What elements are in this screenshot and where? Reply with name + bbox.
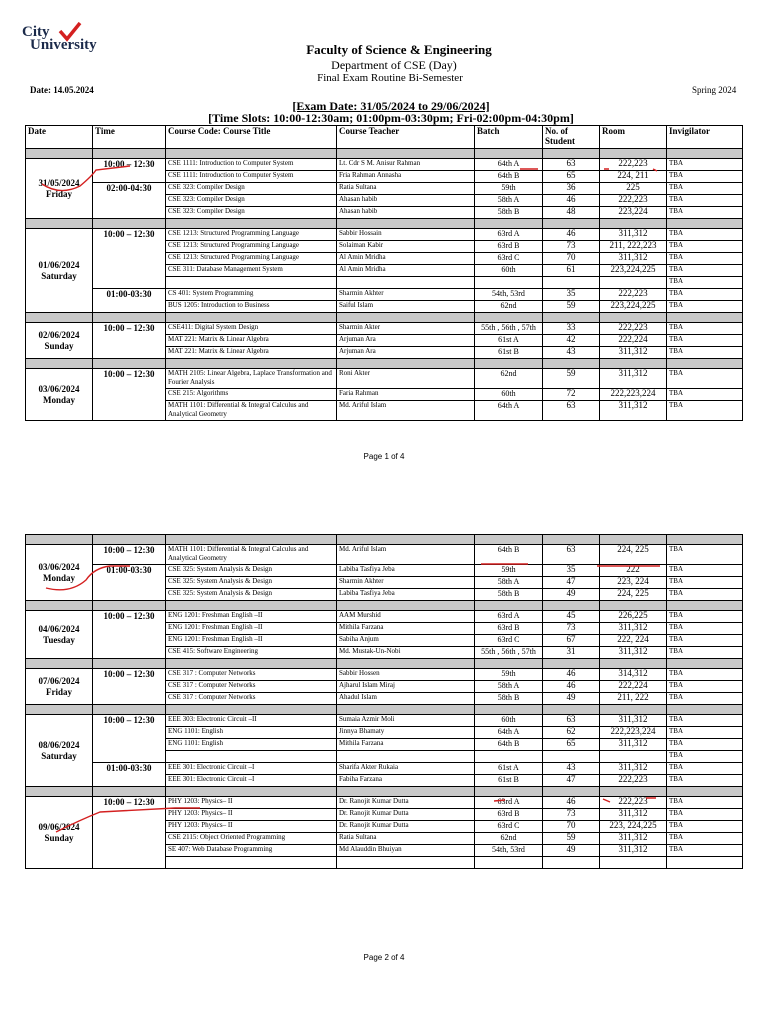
invigilator-cell: TBA bbox=[667, 565, 743, 577]
batch-cell: 60th bbox=[475, 265, 543, 277]
room-cell: 223,224,225 bbox=[600, 265, 667, 277]
batch-cell: 63rd C bbox=[475, 821, 543, 833]
time-cell: 10:00 – 12:30 bbox=[93, 159, 166, 183]
time-cell: 10:00 – 12:30 bbox=[93, 369, 166, 421]
date-text: 03/06/2024 bbox=[38, 383, 80, 394]
room-cell: 223,224,225 bbox=[600, 301, 667, 313]
room-cell: 311,312 bbox=[600, 845, 667, 857]
students-cell: 59 bbox=[543, 301, 600, 313]
batch-cell: 58th A bbox=[475, 195, 543, 207]
teacher-cell: Dr. Ranojit Kumar Dutta bbox=[337, 821, 475, 833]
teacher-cell: Labiba Tasfiya Jeba bbox=[337, 565, 475, 577]
teacher-cell: Sharmin Akter bbox=[337, 323, 475, 335]
batch-cell: 63rd B bbox=[475, 241, 543, 253]
date-text: 07/06/2024 bbox=[38, 675, 80, 686]
course-cell: CSE 323: Compiler Design bbox=[166, 207, 337, 219]
annotation-curve-1 bbox=[42, 166, 130, 191]
teacher-cell: Mithila Farzana bbox=[337, 623, 475, 635]
batch-cell: 61st A bbox=[475, 763, 543, 775]
room-cell: 222,223 bbox=[600, 323, 667, 335]
batch-cell: 55th , 56th , 57th bbox=[475, 647, 543, 659]
batch-cell: 64th B bbox=[475, 171, 543, 183]
students-cell: 46 bbox=[543, 669, 600, 681]
batch-cell: 54th, 53rd bbox=[475, 289, 543, 301]
column-header: Batch bbox=[475, 126, 543, 149]
room-cell: 226,225 bbox=[600, 611, 667, 623]
day-text: Sunday bbox=[44, 832, 74, 843]
batch-cell: 55th , 56th , 57th bbox=[475, 323, 543, 335]
teacher-cell: Faria Rahman bbox=[337, 389, 475, 401]
faculty-title: Faculty of Science & Engineering bbox=[306, 42, 492, 57]
day-text: Saturday bbox=[41, 270, 77, 281]
teacher-cell: Al Amin Mridha bbox=[337, 265, 475, 277]
teacher-cell: Ahasan habib bbox=[337, 207, 475, 219]
batch-cell: 63rd C bbox=[475, 253, 543, 265]
teacher-cell: Dr. Ranojit Kumar Dutta bbox=[337, 809, 475, 821]
room-cell: 222, 224 bbox=[600, 635, 667, 647]
day-text: Monday bbox=[42, 572, 75, 583]
invigilator-cell: TBA bbox=[667, 347, 743, 359]
date-text: 08/06/2024 bbox=[38, 739, 80, 750]
room-cell: 225 bbox=[600, 183, 667, 195]
course-cell: CSE 311: Database Management System bbox=[166, 265, 337, 277]
column-header: No. of Student bbox=[543, 126, 600, 149]
students-cell: 70 bbox=[543, 821, 600, 833]
column-header: Room bbox=[600, 126, 667, 149]
invigilator-cell: TBA bbox=[667, 277, 743, 289]
logo-line2: University bbox=[30, 37, 97, 53]
students-cell: 73 bbox=[543, 241, 600, 253]
logo-line1: City bbox=[22, 24, 50, 40]
room-cell: 311,312 bbox=[600, 369, 667, 389]
invigilator-cell: TBA bbox=[667, 821, 743, 833]
date-text: 01/06/2024 bbox=[38, 259, 80, 270]
invigilator-cell: TBA bbox=[667, 693, 743, 705]
course-cell: ENG 1201: Freshman English –II bbox=[166, 635, 337, 647]
students-cell: 62 bbox=[543, 727, 600, 739]
page-label-2: Page 2 of 4 bbox=[363, 953, 405, 962]
students-cell: 46 bbox=[543, 681, 600, 693]
course-cell: CSE411: Digital System Design bbox=[166, 323, 337, 335]
room-cell: 222,223 bbox=[600, 289, 667, 301]
day-text: Saturday bbox=[41, 750, 77, 761]
day-text: Friday bbox=[46, 188, 72, 199]
batch-cell: 62nd bbox=[475, 369, 543, 389]
students-cell: 65 bbox=[543, 739, 600, 751]
room-cell: 222,223,224 bbox=[600, 727, 667, 739]
batch-cell: 58th A bbox=[475, 681, 543, 693]
time-cell: 10:00 – 12:30 bbox=[93, 797, 166, 869]
teacher-cell: Arjuman Ara bbox=[337, 335, 475, 347]
invigilator-cell: TBA bbox=[667, 545, 743, 565]
date-text: 04/06/2024 bbox=[38, 623, 80, 634]
teacher-cell: Dr. Ranojit Kumar Dutta bbox=[337, 797, 475, 809]
teacher-cell: Sabbir Hossen bbox=[337, 669, 475, 681]
invigilator-cell: TBA bbox=[667, 833, 743, 845]
room-cell: 314,312 bbox=[600, 669, 667, 681]
room-cell: 311,312 bbox=[600, 739, 667, 751]
course-cell: MAT 221: Matrix & Linear Algebra bbox=[166, 335, 337, 347]
invigilator-cell: TBA bbox=[667, 183, 743, 195]
invigilator-cell: TBA bbox=[667, 797, 743, 809]
issue-date: Date: 14.05.2024 bbox=[30, 85, 94, 95]
room-cell: 211, 222,223 bbox=[600, 241, 667, 253]
teacher-cell: Solaiman Kabir bbox=[337, 241, 475, 253]
page-label-1: Page 1 of 4 bbox=[363, 452, 405, 461]
teacher-cell: Md. Ariful Islam bbox=[337, 401, 475, 421]
annotation-curve-3 bbox=[56, 808, 200, 832]
teacher-cell: Ratia Sultana bbox=[337, 183, 475, 195]
students-cell: 59 bbox=[543, 369, 600, 389]
annotation-dash-2 bbox=[604, 169, 657, 171]
exam-date-range: [Exam Date: 31/05/2024 to 29/06/2024] bbox=[292, 99, 490, 113]
students-cell: 73 bbox=[543, 809, 600, 821]
students-cell: 63 bbox=[543, 715, 600, 727]
teacher-cell: Saiful Islam bbox=[337, 301, 475, 313]
teacher-cell: Sharmin Akhter bbox=[337, 289, 475, 301]
students-cell: 72 bbox=[543, 389, 600, 401]
invigilator-cell: TBA bbox=[667, 265, 743, 277]
students-cell: 49 bbox=[543, 589, 600, 601]
day-text: Friday bbox=[46, 686, 72, 697]
time-cell: 01:00-03:30 bbox=[93, 565, 166, 601]
day-text: Tuesday bbox=[43, 634, 75, 645]
invigilator-cell: TBA bbox=[667, 301, 743, 313]
students-cell: 48 bbox=[543, 207, 600, 219]
time-cell: 01:00-03:30 bbox=[93, 289, 166, 313]
invigilator-cell: TBA bbox=[667, 229, 743, 241]
room-cell: 222,223 bbox=[600, 775, 667, 787]
batch-cell: 58th B bbox=[475, 207, 543, 219]
invigilator-cell: TBA bbox=[667, 809, 743, 821]
teacher-cell: Sumaia Azmir Moli bbox=[337, 715, 475, 727]
department-title: Department of CSE (Day) bbox=[331, 58, 457, 72]
teacher-cell: Mithila Farzana bbox=[337, 739, 475, 751]
room-cell: 222,223 bbox=[600, 797, 667, 809]
invigilator-cell: TBA bbox=[667, 669, 743, 681]
teacher-cell: Md. Ariful Islam bbox=[337, 545, 475, 565]
room-cell: 224, 225 bbox=[600, 545, 667, 565]
batch-cell: 63rd A bbox=[475, 611, 543, 623]
course-cell: CSE 325: System Analysis & Design bbox=[166, 565, 337, 577]
room-cell: 222,224 bbox=[600, 335, 667, 347]
invigilator-cell: TBA bbox=[667, 647, 743, 659]
course-cell: ENG 1101: English bbox=[166, 739, 337, 751]
date-text: 31/05/2024 bbox=[38, 177, 80, 188]
course-cell: EEE 301: Electronic Circuit –I bbox=[166, 775, 337, 787]
invigilator-cell: TBA bbox=[667, 323, 743, 335]
course-cell: MATH 2105: Linear Algebra, Laplace Transformation and Fourier Analysis bbox=[166, 369, 337, 389]
course-cell: CSE 323: Compiler Design bbox=[166, 183, 337, 195]
students-cell: 73 bbox=[543, 623, 600, 635]
invigilator-cell: TBA bbox=[667, 623, 743, 635]
teacher-cell: Ahasan habib bbox=[337, 195, 475, 207]
room-cell: 222,223,224 bbox=[600, 389, 667, 401]
students-cell: 47 bbox=[543, 577, 600, 589]
annotation-dash-4 bbox=[603, 798, 656, 802]
course-cell: CSE 1213: Structured Programming Language bbox=[166, 229, 337, 241]
teacher-cell: Jinnya Bhamaty bbox=[337, 727, 475, 739]
column-header: Course Code: Course Title bbox=[166, 126, 337, 149]
invigilator-cell: TBA bbox=[667, 253, 743, 265]
time-cell: 10:00 – 12:30 bbox=[93, 229, 166, 289]
students-cell: 49 bbox=[543, 693, 600, 705]
time-cell: 10:00 – 12:30 bbox=[93, 611, 166, 659]
teacher-cell: Sabiha Anjum bbox=[337, 635, 475, 647]
batch-cell: 59th bbox=[475, 669, 543, 681]
students-cell: 46 bbox=[543, 229, 600, 241]
column-header: Date bbox=[26, 126, 93, 149]
course-cell: CSE 317 : Computer Networks bbox=[166, 693, 337, 705]
annotation-dash-3 bbox=[494, 800, 505, 801]
students-cell: 45 bbox=[543, 611, 600, 623]
room-cell: 222 bbox=[600, 565, 667, 577]
invigilator-cell: TBA bbox=[667, 681, 743, 693]
students-cell: 63 bbox=[543, 401, 600, 421]
invigilator-cell: TBA bbox=[667, 589, 743, 601]
course-cell: CSE 325: System Analysis & Design bbox=[166, 577, 337, 589]
date-text: 09/06/2024 bbox=[38, 821, 80, 832]
semester-label: Spring 2024 bbox=[692, 85, 737, 95]
batch-cell: 61st B bbox=[475, 347, 543, 359]
invigilator-cell: TBA bbox=[667, 845, 743, 857]
invigilator-cell: TBA bbox=[667, 401, 743, 421]
teacher-cell: Fabiha Farzana bbox=[337, 775, 475, 787]
course-cell: ENG 1201: Freshman English –II bbox=[166, 611, 337, 623]
batch-cell: 61st A bbox=[475, 335, 543, 347]
time-cell: 10:00 – 12:30 bbox=[93, 545, 166, 565]
invigilator-cell: TBA bbox=[667, 171, 743, 183]
day-text: Sunday bbox=[44, 340, 74, 351]
students-cell: 46 bbox=[543, 797, 600, 809]
batch-cell: 59th bbox=[475, 183, 543, 195]
batch-cell: 62nd bbox=[475, 833, 543, 845]
teacher-cell: Sabbir Hossain bbox=[337, 229, 475, 241]
room-cell: 223, 224 bbox=[600, 577, 667, 589]
batch-cell: 60th bbox=[475, 715, 543, 727]
room-cell: 222,223 bbox=[600, 159, 667, 171]
batch-cell: 58th A bbox=[475, 577, 543, 589]
course-cell: PHY 1203: Physics– II bbox=[166, 797, 337, 809]
batch-cell: 60th bbox=[475, 389, 543, 401]
students-cell: 59 bbox=[543, 833, 600, 845]
teacher-cell: Fria Rahman Annasha bbox=[337, 171, 475, 183]
course-cell: ENG 1201: Freshman English –II bbox=[166, 623, 337, 635]
students-cell: 65 bbox=[543, 171, 600, 183]
batch-cell: 63rd B bbox=[475, 623, 543, 635]
invigilator-cell: TBA bbox=[667, 739, 743, 751]
time-cell: 10:00 – 12:30 bbox=[93, 715, 166, 763]
batch-cell: 64th B bbox=[475, 739, 543, 751]
batch-cell: 64th A bbox=[475, 159, 543, 171]
course-cell: EEE 303: Electronic Circuit –II bbox=[166, 715, 337, 727]
students-cell: 46 bbox=[543, 195, 600, 207]
teacher-cell: Ahadul Islam bbox=[337, 693, 475, 705]
invigilator-cell: TBA bbox=[667, 635, 743, 647]
students-cell: 31 bbox=[543, 647, 600, 659]
date-text: 03/06/2024 bbox=[38, 561, 80, 572]
date-text: 02/06/2024 bbox=[38, 329, 80, 340]
time-cell: 02:00-04:30 bbox=[93, 183, 166, 219]
batch-cell: 58th B bbox=[475, 693, 543, 705]
course-cell: CSE 2115: Object Oriented Programming bbox=[166, 833, 337, 845]
course-cell: MATH 1101: Differential & Integral Calculus and Analytical Geometry bbox=[166, 545, 337, 565]
column-header: Invigilator bbox=[667, 126, 743, 149]
time-cell: 10:00 – 12:30 bbox=[93, 323, 166, 359]
course-cell: CSE 325: System Analysis & Design bbox=[166, 589, 337, 601]
room-cell: 311,312 bbox=[600, 763, 667, 775]
invigilator-cell: TBA bbox=[667, 775, 743, 787]
invigilator-cell: TBA bbox=[667, 195, 743, 207]
time-cell: 10:00 – 12:30 bbox=[93, 669, 166, 705]
course-cell: MAT 221: Matrix & Linear Algebra bbox=[166, 347, 337, 359]
batch-cell: 61st B bbox=[475, 775, 543, 787]
batch-cell: 59th bbox=[475, 565, 543, 577]
students-cell: 33 bbox=[543, 323, 600, 335]
teacher-cell: Ratia Sultana bbox=[337, 833, 475, 845]
invigilator-cell: TBA bbox=[667, 159, 743, 171]
course-cell: CSE 317 : Computer Networks bbox=[166, 669, 337, 681]
batch-cell: 63rd A bbox=[475, 797, 543, 809]
routine-title: Final Exam Routine Bi-Semester bbox=[317, 72, 463, 84]
course-cell: PHY 1203: Physics– II bbox=[166, 809, 337, 821]
room-cell: 311,312 bbox=[600, 347, 667, 359]
course-cell: CSE 1111: Introduction to Computer System bbox=[166, 171, 337, 183]
course-cell: CSE 415: Software Engineering bbox=[166, 647, 337, 659]
batch-cell: 63rd C bbox=[475, 635, 543, 647]
students-cell: 61 bbox=[543, 265, 600, 277]
teacher-cell: Sharmin Akhter bbox=[337, 577, 475, 589]
room-cell: 311,312 bbox=[600, 229, 667, 241]
teacher-cell: Ajharul Islam Miraj bbox=[337, 681, 475, 693]
batch-cell: 64th B bbox=[475, 545, 543, 565]
course-cell: CSE 215: Algorithms bbox=[166, 389, 337, 401]
students-cell: 49 bbox=[543, 845, 600, 857]
teacher-cell: Lt. Cdr S M. Anisur Rahman bbox=[337, 159, 475, 171]
students-cell: 35 bbox=[543, 289, 600, 301]
annotation-curve-2 bbox=[46, 566, 130, 590]
time-cell: 01:00-03:30 bbox=[93, 763, 166, 787]
invigilator-cell: TBA bbox=[667, 611, 743, 623]
students-cell: 63 bbox=[543, 159, 600, 171]
teacher-cell: AAM Murshid bbox=[337, 611, 475, 623]
room-cell: 224, 211 bbox=[600, 171, 667, 183]
students-cell: 70 bbox=[543, 253, 600, 265]
students-cell: 35 bbox=[543, 565, 600, 577]
students-cell: 43 bbox=[543, 347, 600, 359]
invigilator-cell: TBA bbox=[667, 715, 743, 727]
course-cell: MATH 1101: Differential & Integral Calculus and Analytical Geometry bbox=[166, 401, 337, 421]
course-cell: CSE 1213: Structured Programming Language bbox=[166, 241, 337, 253]
course-cell: ENG 1101: English bbox=[166, 727, 337, 739]
course-cell: CSE 317 : Computer Networks bbox=[166, 681, 337, 693]
room-cell: 223, 224,225 bbox=[600, 821, 667, 833]
teacher-cell: Md Alauddin Bhuiyan bbox=[337, 845, 475, 857]
batch-cell: 63rd A bbox=[475, 229, 543, 241]
course-cell: CSE 323: Compiler Design bbox=[166, 195, 337, 207]
teacher-cell: Al Amin Mridha bbox=[337, 253, 475, 265]
course-cell: BUS 1205: Introduction to Business bbox=[166, 301, 337, 313]
invigilator-cell: TBA bbox=[667, 241, 743, 253]
column-header: Time bbox=[93, 126, 166, 149]
invigilator-cell: TBA bbox=[667, 389, 743, 401]
course-cell: CSE 1213: Structured Programming Language bbox=[166, 253, 337, 265]
invigilator-cell: TBA bbox=[667, 207, 743, 219]
invigilator-cell: TBA bbox=[667, 751, 743, 763]
batch-cell: 62nd bbox=[475, 301, 543, 313]
room-cell: 311,312 bbox=[600, 401, 667, 421]
room-cell: 311,312 bbox=[600, 623, 667, 635]
room-cell: 311,312 bbox=[600, 253, 667, 265]
room-cell: 224, 225 bbox=[600, 589, 667, 601]
teacher-cell: Sharifa Akter Rukaia bbox=[337, 763, 475, 775]
batch-cell: 64th A bbox=[475, 401, 543, 421]
invigilator-cell: TBA bbox=[667, 763, 743, 775]
invigilator-cell: TBA bbox=[667, 727, 743, 739]
room-cell: 223,224 bbox=[600, 207, 667, 219]
room-cell: 311,312 bbox=[600, 809, 667, 821]
students-cell: 63 bbox=[543, 545, 600, 565]
students-cell: 47 bbox=[543, 775, 600, 787]
teacher-cell: Roni Akter bbox=[337, 369, 475, 389]
teacher-cell: Md. Mustak-Un-Nobi bbox=[337, 647, 475, 659]
course-cell: CSE 1111: Introduction to Computer System bbox=[166, 159, 337, 171]
invigilator-cell: TBA bbox=[667, 577, 743, 589]
room-cell: 211, 222 bbox=[600, 693, 667, 705]
batch-cell: 63rd B bbox=[475, 809, 543, 821]
batch-cell: 64th A bbox=[475, 727, 543, 739]
room-cell: 222,223 bbox=[600, 195, 667, 207]
room-cell: 311,312 bbox=[600, 715, 667, 727]
invigilator-cell: TBA bbox=[667, 289, 743, 301]
teacher-cell: Arjuman Ara bbox=[337, 347, 475, 359]
day-text: Monday bbox=[42, 394, 75, 405]
students-cell: 42 bbox=[543, 335, 600, 347]
course-cell: CS 401: System Programming bbox=[166, 289, 337, 301]
teacher-cell: Labiba Tasfiya Jeba bbox=[337, 589, 475, 601]
students-cell: 67 bbox=[543, 635, 600, 647]
course-cell: EEE 301: Electronic Circuit –I bbox=[166, 763, 337, 775]
batch-cell: 58th B bbox=[475, 589, 543, 601]
time-slots: [Time Slots: 10:00-12:30am; 01:00pm-03:30pm; Fri-02:00pm-04:30pm] bbox=[208, 111, 574, 125]
room-cell: 311,312 bbox=[600, 833, 667, 845]
course-cell: PHY 1203: Physics– II bbox=[166, 821, 337, 833]
room-cell: 222,224 bbox=[600, 681, 667, 693]
invigilator-cell: TBA bbox=[667, 335, 743, 347]
course-cell: SE 407: Web Database Programming bbox=[166, 845, 337, 857]
students-cell: 36 bbox=[543, 183, 600, 195]
room-cell: 311,312 bbox=[600, 647, 667, 659]
batch-cell: 54th, 53rd bbox=[475, 845, 543, 857]
invigilator-cell: TBA bbox=[667, 369, 743, 389]
column-header: Course Teacher bbox=[337, 126, 475, 149]
students-cell: 43 bbox=[543, 763, 600, 775]
